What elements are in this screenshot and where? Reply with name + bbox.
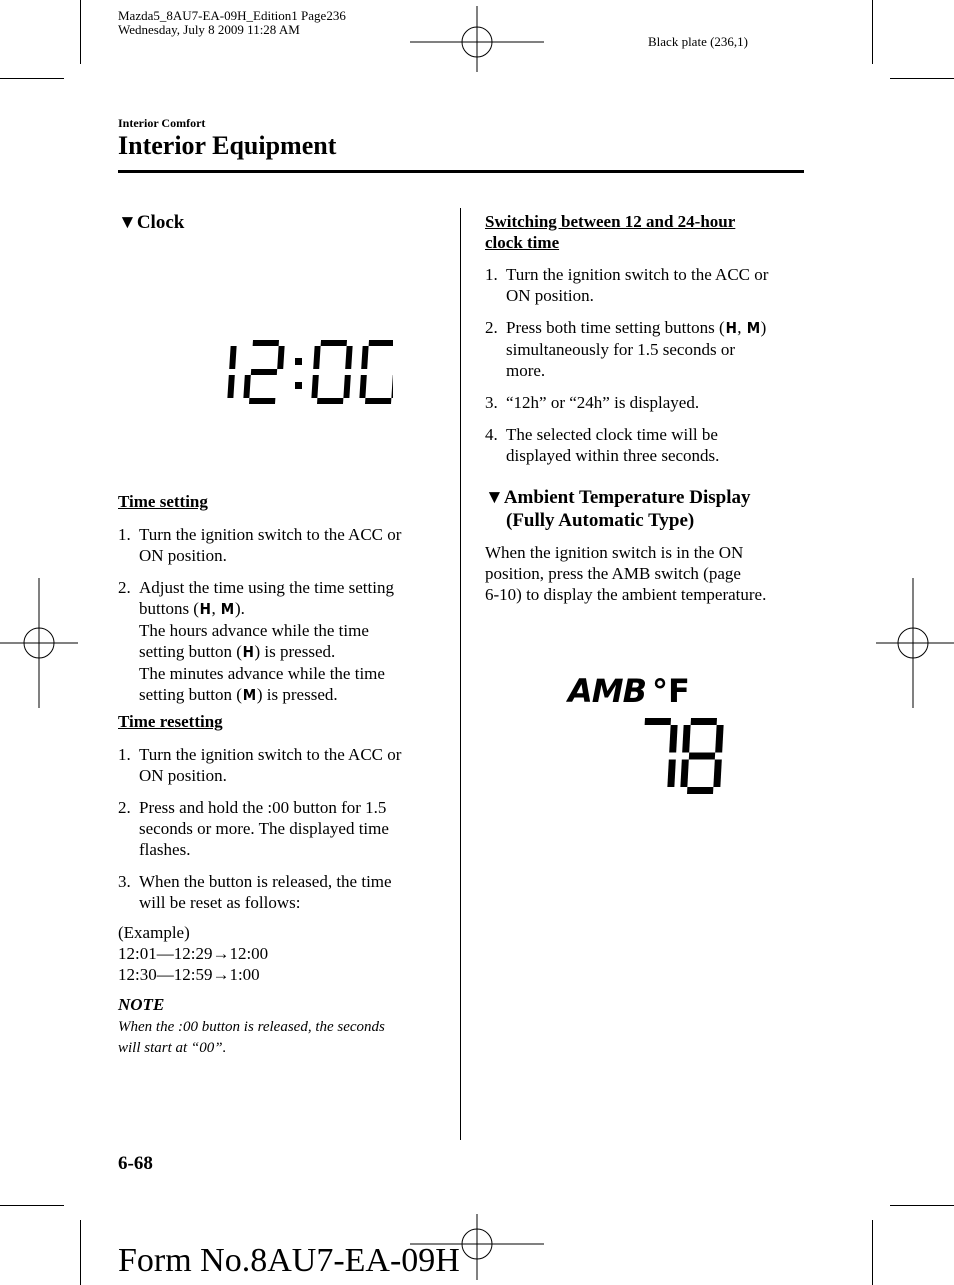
ambient-heading: ▼Ambient Temperature Display (Fully Automatic Type) <box>485 487 751 531</box>
time-resetting-steps <box>118 744 448 924</box>
date-line: Wednesday, July 8 2009 11:28 AM <box>118 22 300 37</box>
example-label: (Example) <box>118 923 190 942</box>
list-item: 1. Turn the ignition switch to the ACC or ON position. <box>118 525 402 565</box>
note-text: When the :00 button is released, the seconds will start at “00”. <box>118 1019 385 1056</box>
clock-display <box>193 336 393 408</box>
lcd-segment <box>365 398 391 404</box>
ambient-body: When the ignition switch is in the ON position, press the AMB switch (page 6-10) to display the ambient temperature. <box>485 543 767 604</box>
ambient-display <box>566 672 726 802</box>
list-item: 3. When the button is released, the time will be reset as follows: <box>118 872 392 912</box>
lcd-segment <box>253 340 279 346</box>
lcd-segment <box>243 375 250 398</box>
section-label: Interior Comfort <box>118 116 206 130</box>
lcd-segment <box>361 346 368 369</box>
hour-button-icon: H <box>199 600 211 618</box>
amb-label: AMB <box>568 672 646 710</box>
form-number: Form No.8AU7-EA-09H <box>118 1242 460 1279</box>
column-divider <box>460 208 461 1140</box>
lcd-segment <box>669 725 677 753</box>
lcd-segment <box>345 346 352 369</box>
crop-mark <box>0 1205 64 1206</box>
lcd-segment <box>251 369 277 375</box>
lcd-segment <box>680 760 688 788</box>
lcd-segment <box>715 725 723 753</box>
lcd-segment <box>317 398 343 404</box>
hour-button-icon: H <box>725 319 737 337</box>
switching-heading: Switching between 12 and 24-hour clock time <box>485 212 736 252</box>
file-info-line: Mazda5_8AU7-EA-09H_Edition1 Page236 <box>118 8 346 23</box>
lcd-segment <box>645 718 671 725</box>
title-rule <box>118 170 804 173</box>
lcd-segment <box>313 346 320 369</box>
minute-button-icon: M <box>220 600 235 618</box>
lcd-segment <box>682 725 690 753</box>
lcd-segment <box>713 760 721 788</box>
crop-mark <box>0 78 64 79</box>
crop-mark <box>872 1220 873 1285</box>
lcd-segment <box>369 340 393 346</box>
plate-label: Black plate (236,1) <box>648 34 748 49</box>
list-item: 2. Press and hold the :00 button for 1.5 seconds or more. The displayed time flashes. <box>118 798 389 859</box>
lcd-segment <box>391 375 393 398</box>
lcd-segment <box>667 760 675 788</box>
lcd-segment <box>249 398 275 404</box>
registration-mark-right <box>876 578 954 708</box>
minute-button-icon: M <box>242 686 257 704</box>
temperature-lcd-digits <box>566 672 726 802</box>
lcd-segment <box>687 787 713 794</box>
crop-mark <box>890 1205 954 1206</box>
lcd-segment <box>227 375 234 398</box>
hour-button-icon: H <box>242 643 254 661</box>
time-setting-steps <box>118 524 448 717</box>
example-block <box>118 922 268 985</box>
switching-steps <box>485 264 805 477</box>
lcd-segment <box>691 718 717 725</box>
minute-button-icon: M <box>746 319 760 337</box>
clock-heading-text: Clock <box>136 212 185 233</box>
unit-label: °F <box>652 672 690 710</box>
list-item: 2. Press both time setting buttons (H, M) simultaneously for 1.5 seconds or more. <box>485 318 767 380</box>
page-title: Interior Equipment <box>118 131 337 160</box>
crop-mark <box>872 0 873 64</box>
time-setting-heading: Time setting <box>118 492 208 511</box>
list-item: 1. Turn the ignition switch to the ACC or ON position. <box>485 265 769 305</box>
page-number: 6-68 <box>118 1153 153 1174</box>
clock-lcd-digits <box>193 336 393 408</box>
lcd-segment <box>689 753 715 760</box>
clock-heading <box>118 212 184 234</box>
list-item: 2. Adjust the time using the time setting buttons (H, M). The hours advance while the time setting button (H) is pressed. The minutes advance while the time setting button (M) is pressed. <box>118 578 394 704</box>
triangle-icon: ▼ <box>485 487 504 508</box>
lcd-segment <box>343 375 350 398</box>
time-resetting-heading: Time resetting <box>118 712 223 731</box>
lcd-segment <box>229 346 236 369</box>
list-item: 3. “12h” or “24h” is displayed. <box>485 393 700 412</box>
note-heading: NOTE <box>118 995 165 1014</box>
lcd-segment <box>311 375 318 398</box>
example-line: 12:30―12:59→1:00 <box>118 965 260 984</box>
example-line: 12:01―12:29→12:00 <box>118 944 269 963</box>
crop-mark <box>80 1220 81 1285</box>
lcd-segment <box>321 340 347 346</box>
list-item: 1. Turn the ignition switch to the ACC or ON position. <box>118 745 402 785</box>
crop-mark <box>890 78 954 79</box>
lcd-colon-dot <box>295 358 302 365</box>
triangle-icon: ▼ <box>118 212 137 233</box>
crop-mark <box>80 0 81 64</box>
lcd-segment <box>277 346 284 369</box>
registration-mark-top <box>410 6 544 72</box>
registration-mark-left <box>0 578 78 708</box>
lcd-segment <box>359 375 366 398</box>
list-item: 4. The selected clock time will be displayed within three seconds. <box>485 425 720 465</box>
lcd-colon-dot <box>295 382 302 389</box>
